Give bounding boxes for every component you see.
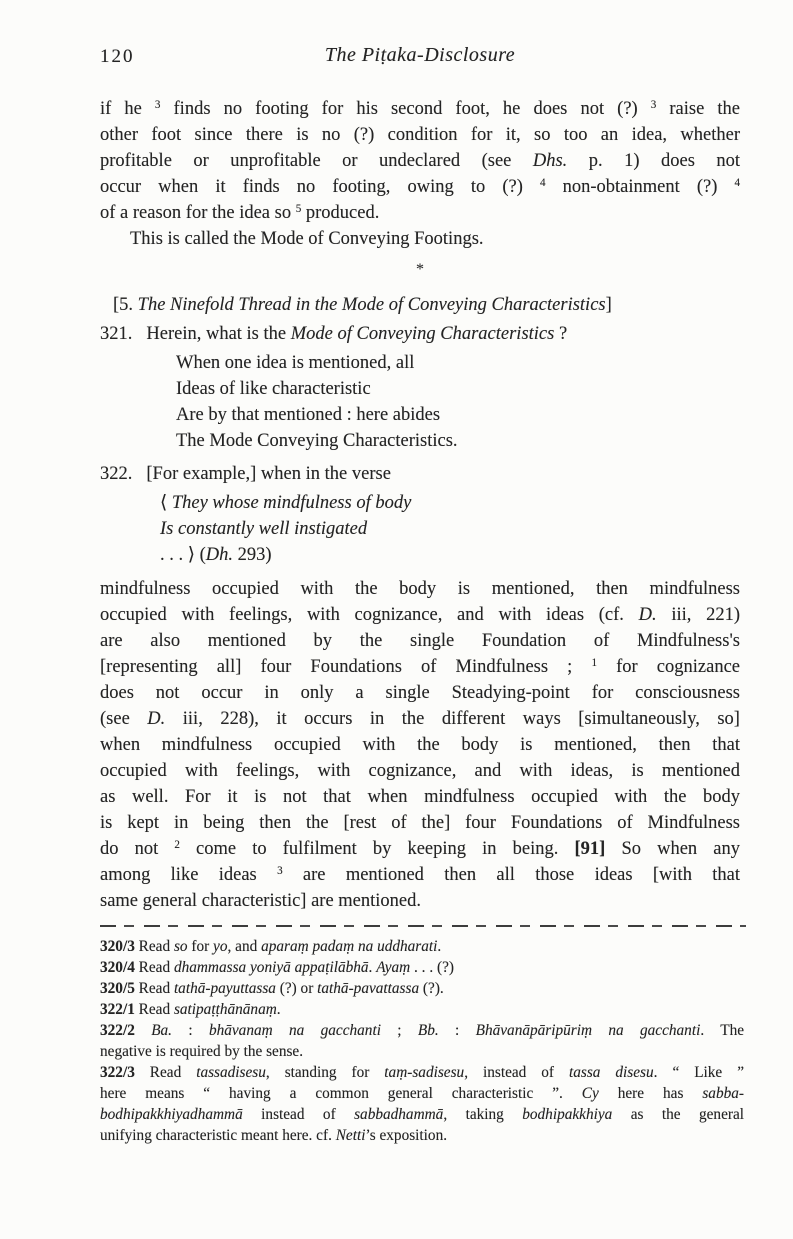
text-line	[100, 321, 740, 347]
text-segment: bhāvanaṃ na gacchanti	[208, 1022, 381, 1039]
text-segment: 320/3	[100, 938, 135, 955]
text-segment: 321.	[100, 324, 133, 344]
text-segment: Are by that mentioned : here abides	[176, 405, 441, 425]
text-segment: [5.	[113, 295, 138, 315]
text-segment: Mode of Conveying Characteristics	[290, 324, 555, 344]
text-segment: among like ideas	[100, 865, 278, 885]
text-line	[100, 999, 744, 1020]
text-segment: other foot since there is no (?) condition for it, so too an idea, whether	[100, 125, 740, 145]
text-line	[100, 732, 740, 758]
text-segment: 322/3	[100, 1064, 135, 1081]
text-segment: tassadisesu	[196, 1064, 266, 1081]
text-segment: tathā-pavattassa	[317, 980, 420, 997]
text-segment: Herein, what is the	[146, 324, 291, 344]
text-segment: So when any	[605, 839, 741, 859]
text-segment: if he	[100, 99, 155, 119]
text-segment: 322.	[100, 464, 133, 484]
text-line	[113, 292, 740, 318]
text-segment: Is constantly well instigated	[160, 519, 368, 539]
text-segment: . . . ⟩ (	[160, 545, 206, 565]
text-segment: profitable or unprofitable or undeclared (see	[100, 151, 533, 171]
footnote-ref: 3	[154, 98, 161, 111]
text-segment: ;	[380, 1022, 418, 1039]
para-carryover	[100, 96, 740, 226]
text-segment: (see	[100, 709, 148, 729]
text-segment: 293)	[233, 545, 272, 565]
text-segment: Ayaṃ	[376, 959, 411, 976]
text-line	[100, 810, 740, 836]
text-line	[100, 96, 740, 122]
text-segment: Read	[134, 980, 174, 997]
footnote-ref: 1	[591, 656, 597, 669]
text-segment: *	[416, 261, 424, 278]
text-segment: is kept in being then the [rest of the] four Foundations of Mindfulness	[100, 813, 740, 833]
text-segment: The Mode Conveying Characteristics.	[176, 431, 458, 451]
text-segment: satipaṭṭhānānaṃ	[173, 1001, 277, 1018]
text-line	[100, 628, 740, 654]
text-segment: :	[438, 1022, 476, 1039]
text-segment: tathā-payuttassa	[173, 980, 276, 997]
text-line	[160, 516, 740, 542]
text-segment: here has	[598, 1085, 703, 1102]
text-line	[100, 978, 744, 999]
text-segment: The Ninefold Thread in the Mode of Conveying Characteristics	[137, 295, 606, 315]
text-line	[100, 1062, 744, 1083]
text-segment: (?).	[419, 980, 444, 997]
para-91	[100, 576, 740, 914]
footnote-322-2	[100, 1020, 744, 1062]
text-line	[100, 1041, 744, 1062]
text-segment: bodhipakkhiyadhammā	[100, 1106, 243, 1123]
section-heading-5	[100, 292, 740, 318]
text-line	[100, 784, 740, 810]
text-line	[100, 862, 740, 888]
text-line	[100, 654, 740, 680]
text-line	[176, 350, 740, 376]
text-segment: [representing all] four Foundations of Mindfulness ;	[100, 657, 592, 677]
text-segment: here means “ having a common general characteristic ”.	[100, 1085, 582, 1102]
footnote-322-1	[100, 999, 744, 1020]
text-segment	[135, 1022, 151, 1039]
text-segment: for	[187, 938, 214, 955]
text-segment: so	[173, 938, 188, 955]
text-line	[176, 402, 740, 428]
text-line	[100, 602, 740, 628]
footnote-ref: 4	[734, 176, 740, 189]
text-segment: sabba-	[702, 1085, 744, 1102]
text-segment: Ba.	[151, 1022, 173, 1039]
footnote-ref: 3	[277, 864, 283, 877]
text-segment: ]	[605, 295, 612, 315]
text-line	[100, 174, 740, 200]
para-mode-of-footings	[100, 226, 740, 252]
text-segment: [91]	[574, 839, 606, 859]
text-segment: , taking	[443, 1106, 523, 1123]
text-line	[160, 490, 740, 516]
text-segment: tassa disesu	[568, 1064, 654, 1081]
text-segment: bodhipakkhiya	[522, 1106, 613, 1123]
text-segment: [For example,] when in the verse	[146, 464, 391, 484]
text-segment: occupied with feelings, with cognizance, and with ideas, is mentioned	[100, 761, 740, 781]
text-segment: Bb.	[417, 1022, 439, 1039]
text-line	[100, 1020, 744, 1041]
text-segment: , and	[227, 938, 262, 955]
verse-dh-293	[100, 490, 740, 568]
text-line	[100, 1125, 744, 1146]
text-segment: 320/4	[100, 959, 135, 976]
footnote-separator	[100, 925, 746, 927]
footnote-ref: 3	[650, 98, 657, 111]
text-segment: ?	[554, 324, 568, 344]
verse-characteristics	[100, 350, 740, 454]
text-line	[100, 226, 740, 252]
para-322	[100, 461, 740, 487]
text-segment: dhammassa yoniyā appaṭilābhā	[173, 959, 369, 976]
text-line	[100, 706, 740, 732]
text-line	[100, 1104, 744, 1125]
text-segment: . “ Like ”	[653, 1064, 744, 1081]
text-line	[100, 888, 740, 914]
text-line	[100, 257, 740, 283]
text-segment: This is called the Mode of Conveying Footings.	[130, 229, 484, 249]
text-line	[100, 1083, 744, 1104]
text-segment: Read	[134, 938, 174, 955]
text-segment: Read	[134, 1001, 174, 1018]
text-segment: p. 1) does not	[567, 151, 741, 171]
text-segment: 322/1	[100, 1001, 135, 1018]
text-segment: raise the	[656, 99, 740, 119]
text-segment: .	[368, 959, 377, 976]
text-line	[100, 200, 740, 226]
running-header	[100, 44, 740, 70]
text-line	[100, 836, 740, 862]
text-segment: (?) or	[275, 980, 318, 997]
text-segment: Dhs.	[532, 151, 568, 171]
text-segment: when mindfulness occupied with the body is mentioned, then that	[100, 735, 740, 755]
text-line	[160, 542, 740, 568]
text-segment: as the general	[612, 1106, 744, 1123]
star-separator	[100, 257, 740, 283]
text-segment: Read	[134, 1064, 197, 1081]
text-segment: do not	[100, 839, 175, 859]
text-segment: negative is required by the sense.	[100, 1043, 304, 1060]
text-segment: same general characteristic] are mentioned.	[100, 891, 422, 911]
footnote-322-3	[100, 1062, 744, 1146]
text-segment: occur when it finds no footing, owing to (?)	[100, 177, 540, 197]
text-segment: yo	[213, 938, 228, 955]
text-segment: ’s exposition.	[365, 1127, 448, 1144]
text-segment: non-obtainment (?)	[545, 177, 735, 197]
text-segment: When one idea is mentioned, all	[176, 353, 415, 373]
text-segment: , standing for	[265, 1064, 385, 1081]
text-segment: . . . (?)	[410, 959, 454, 976]
text-line	[176, 428, 740, 454]
text-segment: , instead of	[464, 1064, 569, 1081]
text-line	[100, 461, 740, 487]
text-segment: are mentioned then all those ideas [with that	[282, 865, 741, 885]
text-segment: produced.	[301, 203, 380, 223]
text-segment: occupied with feelings, with cognizance, and with ideas (cf.	[100, 605, 639, 625]
footnote-320-3	[100, 936, 744, 957]
text-segment: iii, 228), it occurs in the different ways [simultaneously, so]	[165, 709, 740, 729]
text-segment: finds no footing for his second foot, he does not (?)	[160, 99, 651, 119]
text-segment: come to fulfilment by keeping in being.	[179, 839, 575, 859]
text-segment: .	[276, 1001, 281, 1018]
text-line	[176, 376, 740, 402]
text-line	[100, 758, 740, 784]
footnote-ref: 2	[174, 838, 180, 851]
text-line	[100, 680, 740, 706]
text-segment: 322/2	[100, 1022, 135, 1039]
text-segment: . The	[700, 1022, 745, 1039]
text-segment: Bhāvanāpāripūriṃ na gacchanti	[475, 1022, 701, 1039]
text-segment: are also mentioned by the single Foundation of Mindfulness's	[100, 631, 740, 651]
text-segment: aparaṃ padaṃ na uddharati	[261, 938, 438, 955]
text-segment: unifying characteristic meant here. cf.	[100, 1127, 336, 1144]
text-segment: ⟨	[160, 493, 172, 513]
footnote-ref: 5	[295, 202, 302, 215]
text-segment: .	[437, 938, 442, 955]
text-segment: D.	[147, 709, 166, 729]
footnote-ref: 4	[539, 176, 546, 189]
text-segment: as well. For it is not that when mindfulness occupied with the body	[100, 787, 740, 807]
text-segment: Netti	[335, 1127, 366, 1144]
text-segment: D.	[638, 605, 657, 625]
text-segment: mindfulness occupied with the body is mentioned, then mindfulness	[100, 579, 740, 599]
text-line	[100, 122, 740, 148]
text-line	[100, 957, 744, 978]
page-body	[100, 96, 745, 1146]
text-line	[100, 936, 744, 957]
text-segment: does not occur in only a single Steadying-point for consciousness	[100, 683, 740, 703]
text-segment: of a reason for the idea so	[100, 203, 296, 223]
footnote-320-4	[100, 957, 744, 978]
text-line	[100, 148, 740, 174]
footnote-320-5	[100, 978, 744, 999]
text-segment: Dh.	[205, 545, 234, 565]
page-number: 120	[100, 46, 135, 67]
text-line	[100, 576, 740, 602]
text-segment: Cy	[581, 1085, 599, 1102]
text-segment: 320/5	[100, 980, 135, 997]
running-title: The Piṭaka-Disclosure	[324, 44, 516, 66]
text-segment: Read	[134, 959, 174, 976]
para-321	[100, 321, 740, 347]
text-segment: Ideas of like characteristic	[176, 379, 371, 399]
text-segment: sabbadhammā	[354, 1106, 444, 1123]
text-block	[100, 44, 745, 1146]
text-segment: taṃ-sadisesu	[384, 1064, 465, 1081]
text-segment: They whose mindfulness of body	[171, 493, 412, 513]
text-segment: for cognizance	[596, 657, 740, 677]
text-segment: :	[172, 1022, 209, 1039]
text-segment: instead of	[242, 1106, 355, 1123]
text-segment: iii, 221)	[656, 605, 740, 625]
